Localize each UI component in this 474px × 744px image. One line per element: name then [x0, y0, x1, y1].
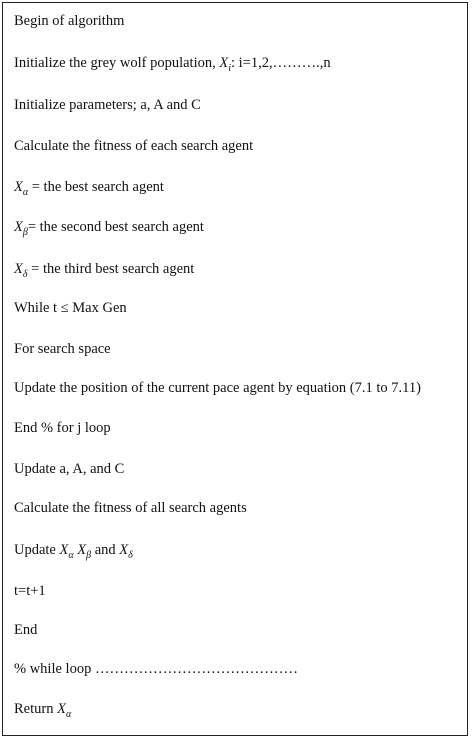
calc-fitness-all-line: Calculate the fitness of all search agents: [14, 500, 247, 516]
update-x-delta-var: X: [119, 542, 129, 558]
algorithm-box: [2, 2, 468, 736]
algorithm-begin: Begin of algorithm: [14, 13, 125, 29]
update-x-alpha-subscript: α: [68, 550, 74, 561]
population-var: X: [219, 55, 229, 71]
update-x-beta-var: X: [77, 542, 87, 558]
x-alpha-subscript: α: [22, 187, 29, 198]
x-beta-text: = the second best search agent: [27, 219, 204, 235]
x-beta-definition-line: [14, 218, 204, 236]
update-x-delta-subscript: δ: [128, 550, 133, 561]
for-line: For search space: [14, 341, 111, 357]
x-alpha-var: X: [14, 179, 23, 195]
update-x-and: and: [91, 542, 120, 558]
x-beta-var: X: [14, 219, 23, 235]
update-params-line: Update a, A, and C: [14, 461, 125, 477]
x-delta-text: = the third best search agent: [27, 261, 195, 277]
x-alpha-definition-line: [14, 178, 164, 196]
return-subscript: α: [65, 709, 72, 720]
end-for-line: End % for j loop: [14, 420, 111, 436]
x-delta-definition-line: [14, 260, 194, 278]
return-text: Return: [14, 701, 58, 717]
update-x-beta-subscript: β: [86, 550, 92, 561]
return-var: X: [57, 701, 66, 717]
while-line: While t ≤ Max Gen: [14, 300, 127, 316]
init-population-range: : i=1,2,……….,n: [231, 55, 331, 71]
update-x-line: [14, 541, 133, 559]
x-beta-subscript: β: [22, 227, 28, 238]
x-delta-var: X: [14, 261, 23, 277]
end-line: End: [14, 622, 38, 638]
init-params-line: Initialize parameters; a, A and C: [14, 97, 201, 113]
init-population-line: [14, 54, 331, 72]
return-line: [14, 700, 71, 718]
increment-line: t=t+1: [14, 583, 46, 599]
update-x-text: Update: [14, 542, 60, 558]
calc-fitness-each-line: Calculate the fitness of each search agent: [14, 138, 254, 154]
x-alpha-text: = the best search agent: [28, 179, 164, 195]
init-population-text: Initialize the grey wolf population,: [14, 55, 220, 71]
x-delta-subscript: δ: [22, 269, 28, 280]
update-x-alpha-var: X: [59, 542, 69, 558]
update-position-line: Update the position of the current pace agent by equation (7.1 to 7.11): [14, 380, 421, 396]
population-subscript: i: [228, 63, 231, 74]
end-while-line: % while loop ……………………………………: [14, 661, 298, 677]
